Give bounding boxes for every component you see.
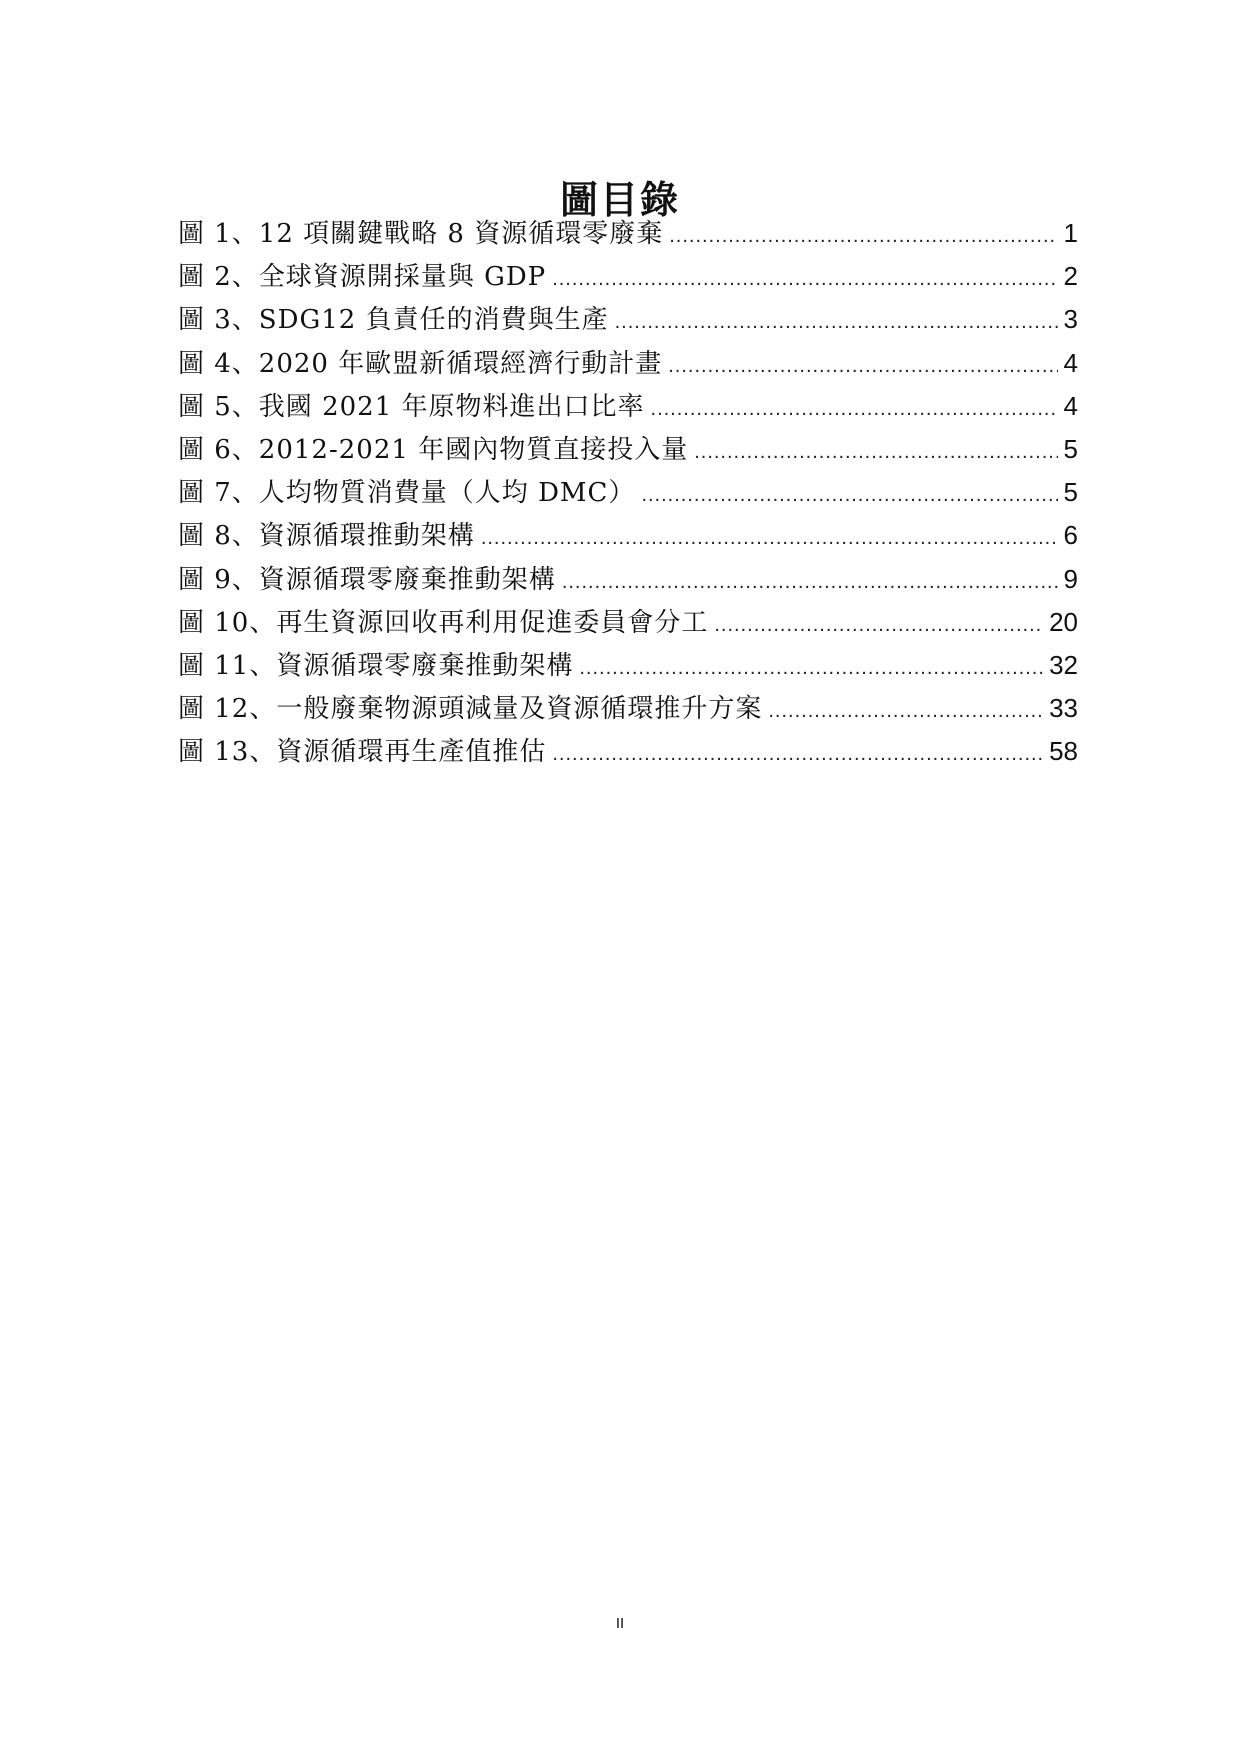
toc-entry-label: 圖 12、一般廢棄物源頭減量及資源循環推升方案 xyxy=(178,694,763,725)
toc-dot-leader xyxy=(552,733,1043,776)
toc-entry-page: 5 xyxy=(1063,477,1078,508)
toc-entry-label: 圖 4、2020 年歐盟新循環經濟行動計畫 xyxy=(178,348,663,379)
toc-dot-leader xyxy=(641,474,1057,517)
toc-entry-page: 1 xyxy=(1063,218,1078,248)
toc-entry-page: 6 xyxy=(1063,520,1078,551)
toc-entry-page: 5 xyxy=(1063,433,1078,464)
toc-entry-page: 33 xyxy=(1049,693,1078,724)
toc-dot-leader xyxy=(562,561,1058,604)
toc-entry-page: 4 xyxy=(1063,347,1078,378)
toc-entry[interactable] xyxy=(178,428,1078,471)
toc-dot-leader xyxy=(552,258,1057,301)
toc-dot-leader xyxy=(668,345,1057,388)
toc-entry-page: 4 xyxy=(1063,390,1078,421)
toc-entry[interactable] xyxy=(178,255,1078,298)
toc-entry-label: 圖 8、資源循環推動架構 xyxy=(178,521,475,552)
toc-entry[interactable] xyxy=(178,385,1078,428)
toc-entry[interactable] xyxy=(178,687,1078,730)
toc-entry[interactable] xyxy=(178,644,1078,687)
toc-dot-leader xyxy=(694,431,1057,474)
toc-dot-leader xyxy=(669,215,1057,258)
toc-entry-page: 3 xyxy=(1063,304,1078,335)
toc-entry-label: 圖 9、資源循環零廢棄推動架構 xyxy=(178,564,556,595)
toc-entry[interactable] xyxy=(178,514,1078,557)
toc-entry-page: 32 xyxy=(1049,649,1078,680)
toc-dot-leader xyxy=(651,388,1058,431)
toc-entry-page: 9 xyxy=(1063,563,1078,594)
toc-entry-label: 圖 6、2012-2021 年國內物質直接投入量 xyxy=(178,434,689,465)
toc-entry-label: 圖 7、人均物質消費量（人均 DMC） xyxy=(178,478,636,509)
page-number: II xyxy=(615,1615,625,1632)
toc-entry-page: 58 xyxy=(1049,736,1078,767)
toc-entry-label: 圖 13、資源循環再生產值推估 xyxy=(178,737,547,768)
toc-entry-label: 圖 3、SDG12 負責任的消費與生產 xyxy=(178,305,609,336)
toc-entry[interactable] xyxy=(178,730,1078,773)
toc-entry[interactable] xyxy=(178,471,1078,514)
toc-entry-label: 圖 5、我國 2021 年原物料進出口比率 xyxy=(178,391,645,422)
toc-entry[interactable] xyxy=(178,298,1078,341)
toc-entry-label: 圖 2、全球資源開採量與 GDP xyxy=(178,262,547,293)
toc-dot-leader xyxy=(481,517,1058,560)
toc-entry-page: 2 xyxy=(1063,261,1078,292)
toc-entry-label: 圖 11、資源循環零廢棄推動架構 xyxy=(178,650,574,681)
toc-entry[interactable] xyxy=(178,601,1078,644)
toc-dot-leader xyxy=(714,604,1043,647)
table-of-figures xyxy=(178,212,1078,773)
toc-dot-leader xyxy=(768,690,1043,733)
toc-entry[interactable] xyxy=(178,212,1078,255)
toc-entry-label: 圖 1、12 項關鍵戰略 8 資源循環零廢棄 xyxy=(178,219,664,249)
toc-entry-label: 圖 10、再生資源回收再利用促進委員會分工 xyxy=(178,607,709,638)
toc-entry-page: 20 xyxy=(1049,606,1078,637)
toc-dot-leader xyxy=(615,301,1058,344)
toc-entry[interactable] xyxy=(178,342,1078,385)
toc-entry[interactable] xyxy=(178,558,1078,601)
toc-dot-leader xyxy=(579,647,1043,690)
page-title: 圖目錄 xyxy=(559,178,680,223)
